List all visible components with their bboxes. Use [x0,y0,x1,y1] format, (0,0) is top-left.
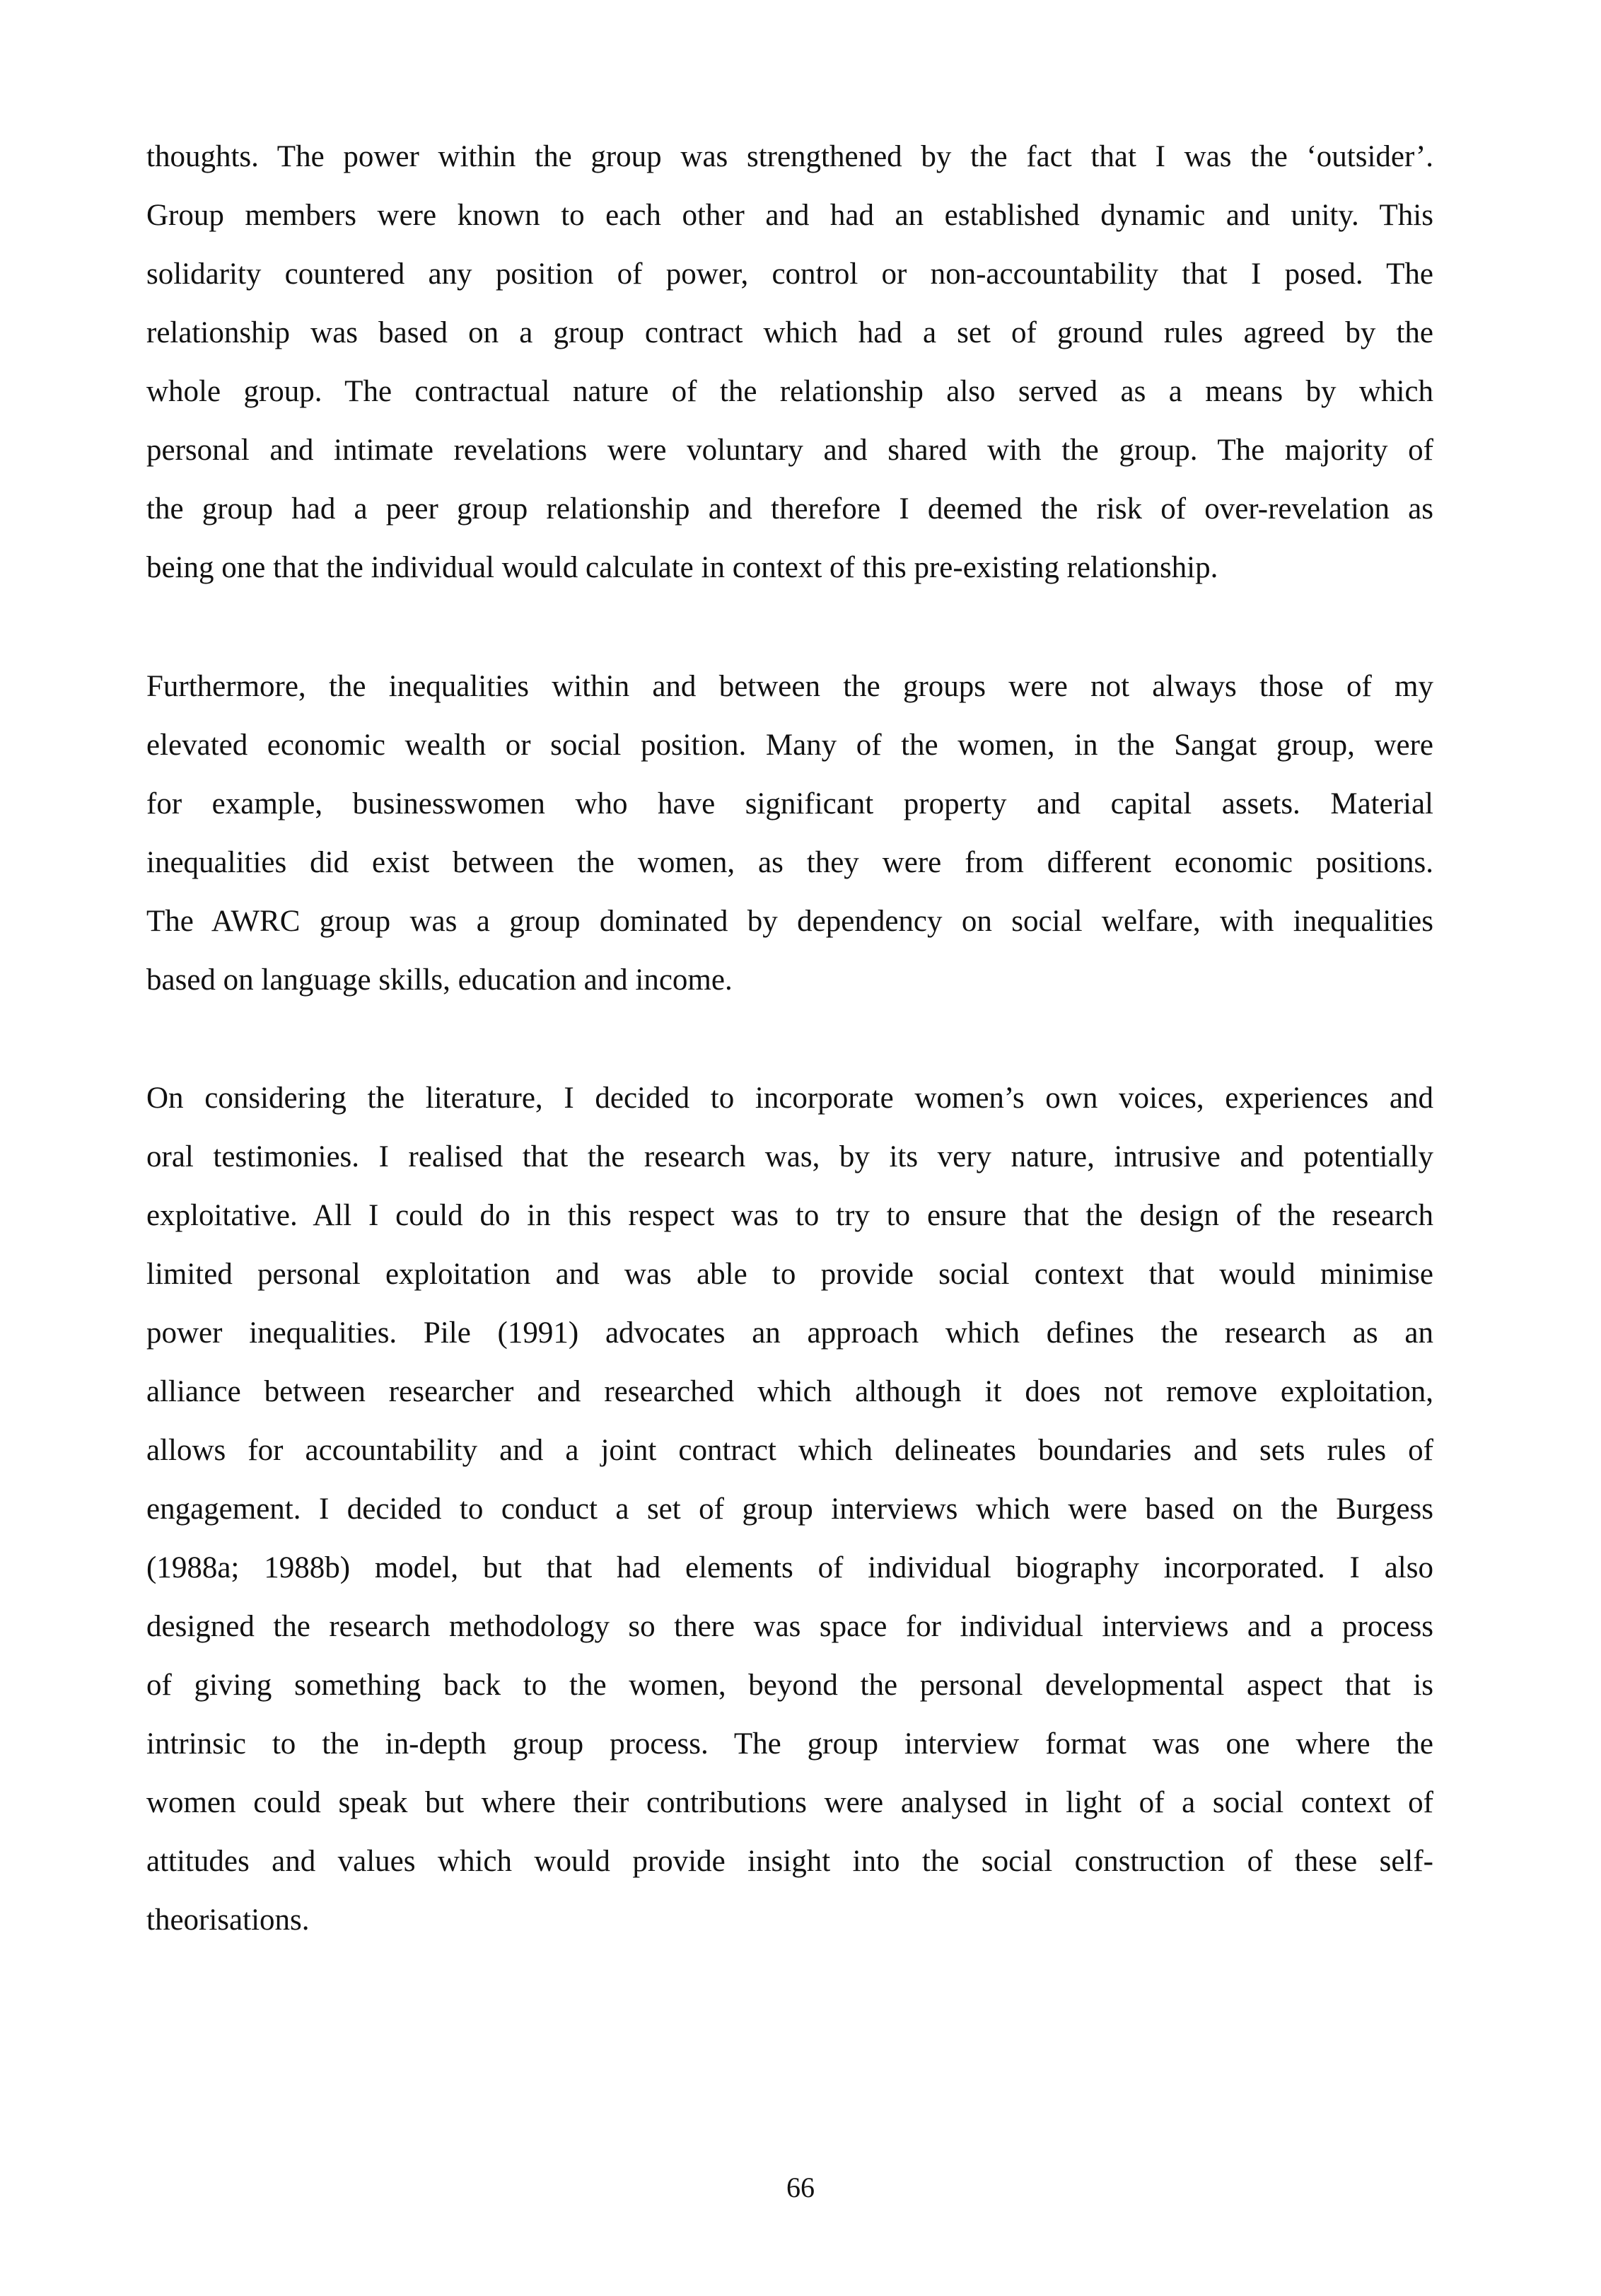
text-line: of giving something back to the women, beyond the personal developmental aspect that is [146,1669,1433,1702]
text-line: theorisations. [146,1903,310,1937]
text-line: (1988a; 1988b) model, but that had elements of individual biography incorporated. I also [146,1551,1433,1584]
text-line: personal and intimate revelations were voluntary and shared with the group. The majority of [146,434,1433,467]
text-line: limited personal exploitation and was able to provide social context that would minimise [146,1258,1433,1291]
text-line: oral testimonies. I realised that the research was, by its very nature, intrusive and potentially [146,1140,1433,1173]
text-line: elevated economic wealth or social position. Many of the women, in the Sangat group, were [146,729,1433,762]
text-line: thoughts. The power within the group was strengthened by the fact that I was the ‘outsider’. [146,140,1433,173]
text-line: designed the research methodology so there was space for individual interviews and a process [146,1610,1433,1643]
text-line: relationship was based on a group contract which had a set of ground rules agreed by the [146,316,1433,349]
text-line: On considering the literature, I decided to incorporate women’s own voices, experiences and [146,1082,1433,1115]
text-line: allows for accountability and a joint contract which delineates boundaries and sets rules of [146,1434,1433,1467]
text-line: based on language skills, education and income. [146,963,733,997]
text-line: for example, businesswomen who have significant property and capital assets. Material [146,787,1433,821]
text-line: The AWRC group was a group dominated by dependency on social welfare, with inequalities [146,905,1433,938]
page-number: 66 [786,2172,815,2203]
text-line: alliance between researcher and researched which although it does not remove exploitation, [146,1375,1433,1408]
text-line: attitudes and values which would provide insight into the social construction of these self- [146,1845,1433,1878]
text-line: solidarity countered any position of power, control or non-accountability that I posed. The [146,257,1433,291]
text-line: whole group. The contractual nature of the relationship also served as a means by which [146,375,1433,408]
text-line: exploitative. All I could do in this respect was to try to ensure that the design of the research [146,1199,1433,1232]
text-line: being one that the individual would calculate in context of this pre-existing relationship. [146,551,1218,584]
text-line: Group members were known to each other and had an established dynamic and unity. This [146,199,1433,232]
text-line: women could speak but where their contributions were analysed in light of a social context of [146,1786,1433,1819]
text-line: intrinsic to the in-depth group process. The group interview format was one where the [146,1727,1433,1761]
text-line: Furthermore, the inequalities within and between the groups were not always those of my [146,670,1433,703]
text-line: the group had a peer group relationship and therefore I deemed the risk of over-revelation as [146,492,1433,526]
text-line: inequalities did exist between the women, as they were from different economic positions. [146,846,1433,879]
text-line: engagement. I decided to conduct a set of group interviews which were based on the Burgess [146,1492,1433,1526]
text-line: power inequalities. Pile (1991) advocates an approach which defines the research as an [146,1316,1433,1350]
